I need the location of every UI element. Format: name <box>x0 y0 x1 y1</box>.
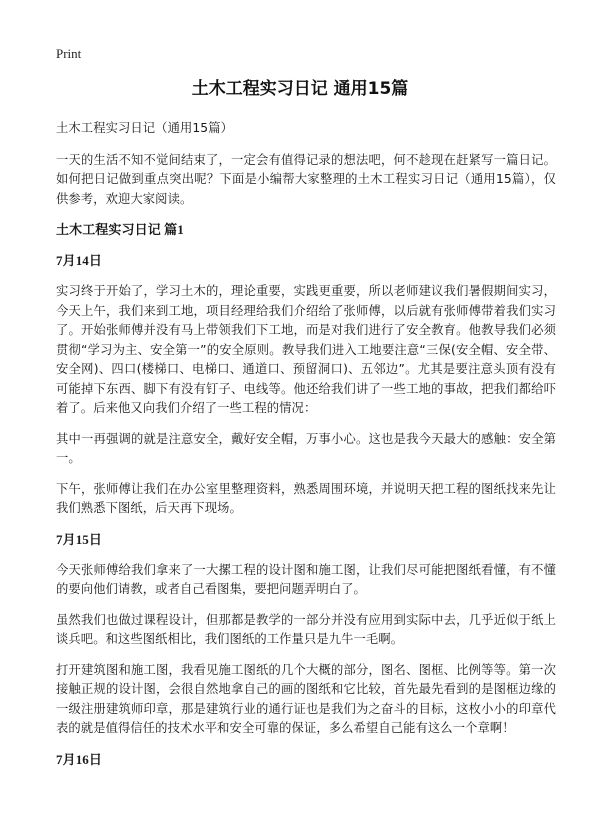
article-subtitle: 土木工程实习日记（通用15篇） <box>56 121 234 135</box>
entry-paragraph: 今天张师傅给我们拿来了一大摞工程的设计图和施工图，让我们尽可能把图纸看懂，有不懂的要向他们请教，或者自己看图集，要把问题弄明白了。 <box>56 562 556 596</box>
entry-paragraph: 打开建筑图和施工图，我看见施工图纸的几个大概的部分，图名、图框、比例等等。第一次接触正规的设计图，会很自然地拿自己的画的图纸和它比较，首先最先看到的是图框边缘的一级注册建筑师印章，那是建筑行业的通行证也是我们为之奋斗的目标，这枚小小的印章代表的就是值得信任的技术水平和安全可靠的保证，多么希望自己能有这么一个章啊！ <box>56 662 556 735</box>
entry-paragraph: 下午，张师傅让我们在办公室里整理资料，熟悉周围环境，并说明天把工程的图纸找来先让我们熟悉下图纸，后天再下现场。 <box>56 481 556 515</box>
entry-paragraph: 其中一再强调的就是注意安全，戴好安全帽，万事小心。这也是我今天最大的感触：安全第一。 <box>56 431 556 465</box>
article-body <box>56 119 556 781</box>
page-title: 土木工程实习日记 通用15篇 <box>191 79 409 99</box>
print-link[interactable]: Print <box>56 46 82 61</box>
entry-paragraph: 实习终于开始了，学习土木的，理论重要，实践更重要，所以老师建议我们暑假期间实习，今天上午，我们来到工地，项目经理给我们介绍给了张师傅，以后就有张师傅带着我们实习了。开始张师傅并没有马上带领我们下工地，而是对我们进行了安全教育。他教导我们必须贯彻“学习为主、安全第一”的安全原则。教导我们进入工地要注意“三保(安全帽、安全带、安全网)、四口(楼梯口、电梯口、通道口、预留洞口)、五邻边”。尤其是要注意头顶有没有可能掉下东西、脚下有没有钉子、电线等。他还给我们讲了一些工地的事故，把我们都给吓着了。后来他又向我们介绍了一些工程的情况： <box>56 284 556 415</box>
entry-date: 7月16日 <box>56 751 102 767</box>
section-heading: 土木工程实习日记 篇1 <box>56 222 184 237</box>
entry-paragraph: 虽然我们也做过课程设计，但那都是教学的一部分并没有应用到实际中去，几乎近似于纸上谈兵吧。和这些图纸相比，我们图纸的工作量只是九牛一毛啊。 <box>56 612 556 646</box>
entry-date: 7月14日 <box>56 253 102 268</box>
entry-date: 7月15日 <box>56 531 102 547</box>
intro-paragraph: 一天的生活不知不觉间结束了，一定会有值得记录的想法吧，何不趁现在赶紧写一篇日记。如何把日记做到重点突出呢？下面是小编帮大家整理的土木工程实习日记（通用15篇），仅供参考，欢迎大家阅读。 <box>56 152 556 206</box>
